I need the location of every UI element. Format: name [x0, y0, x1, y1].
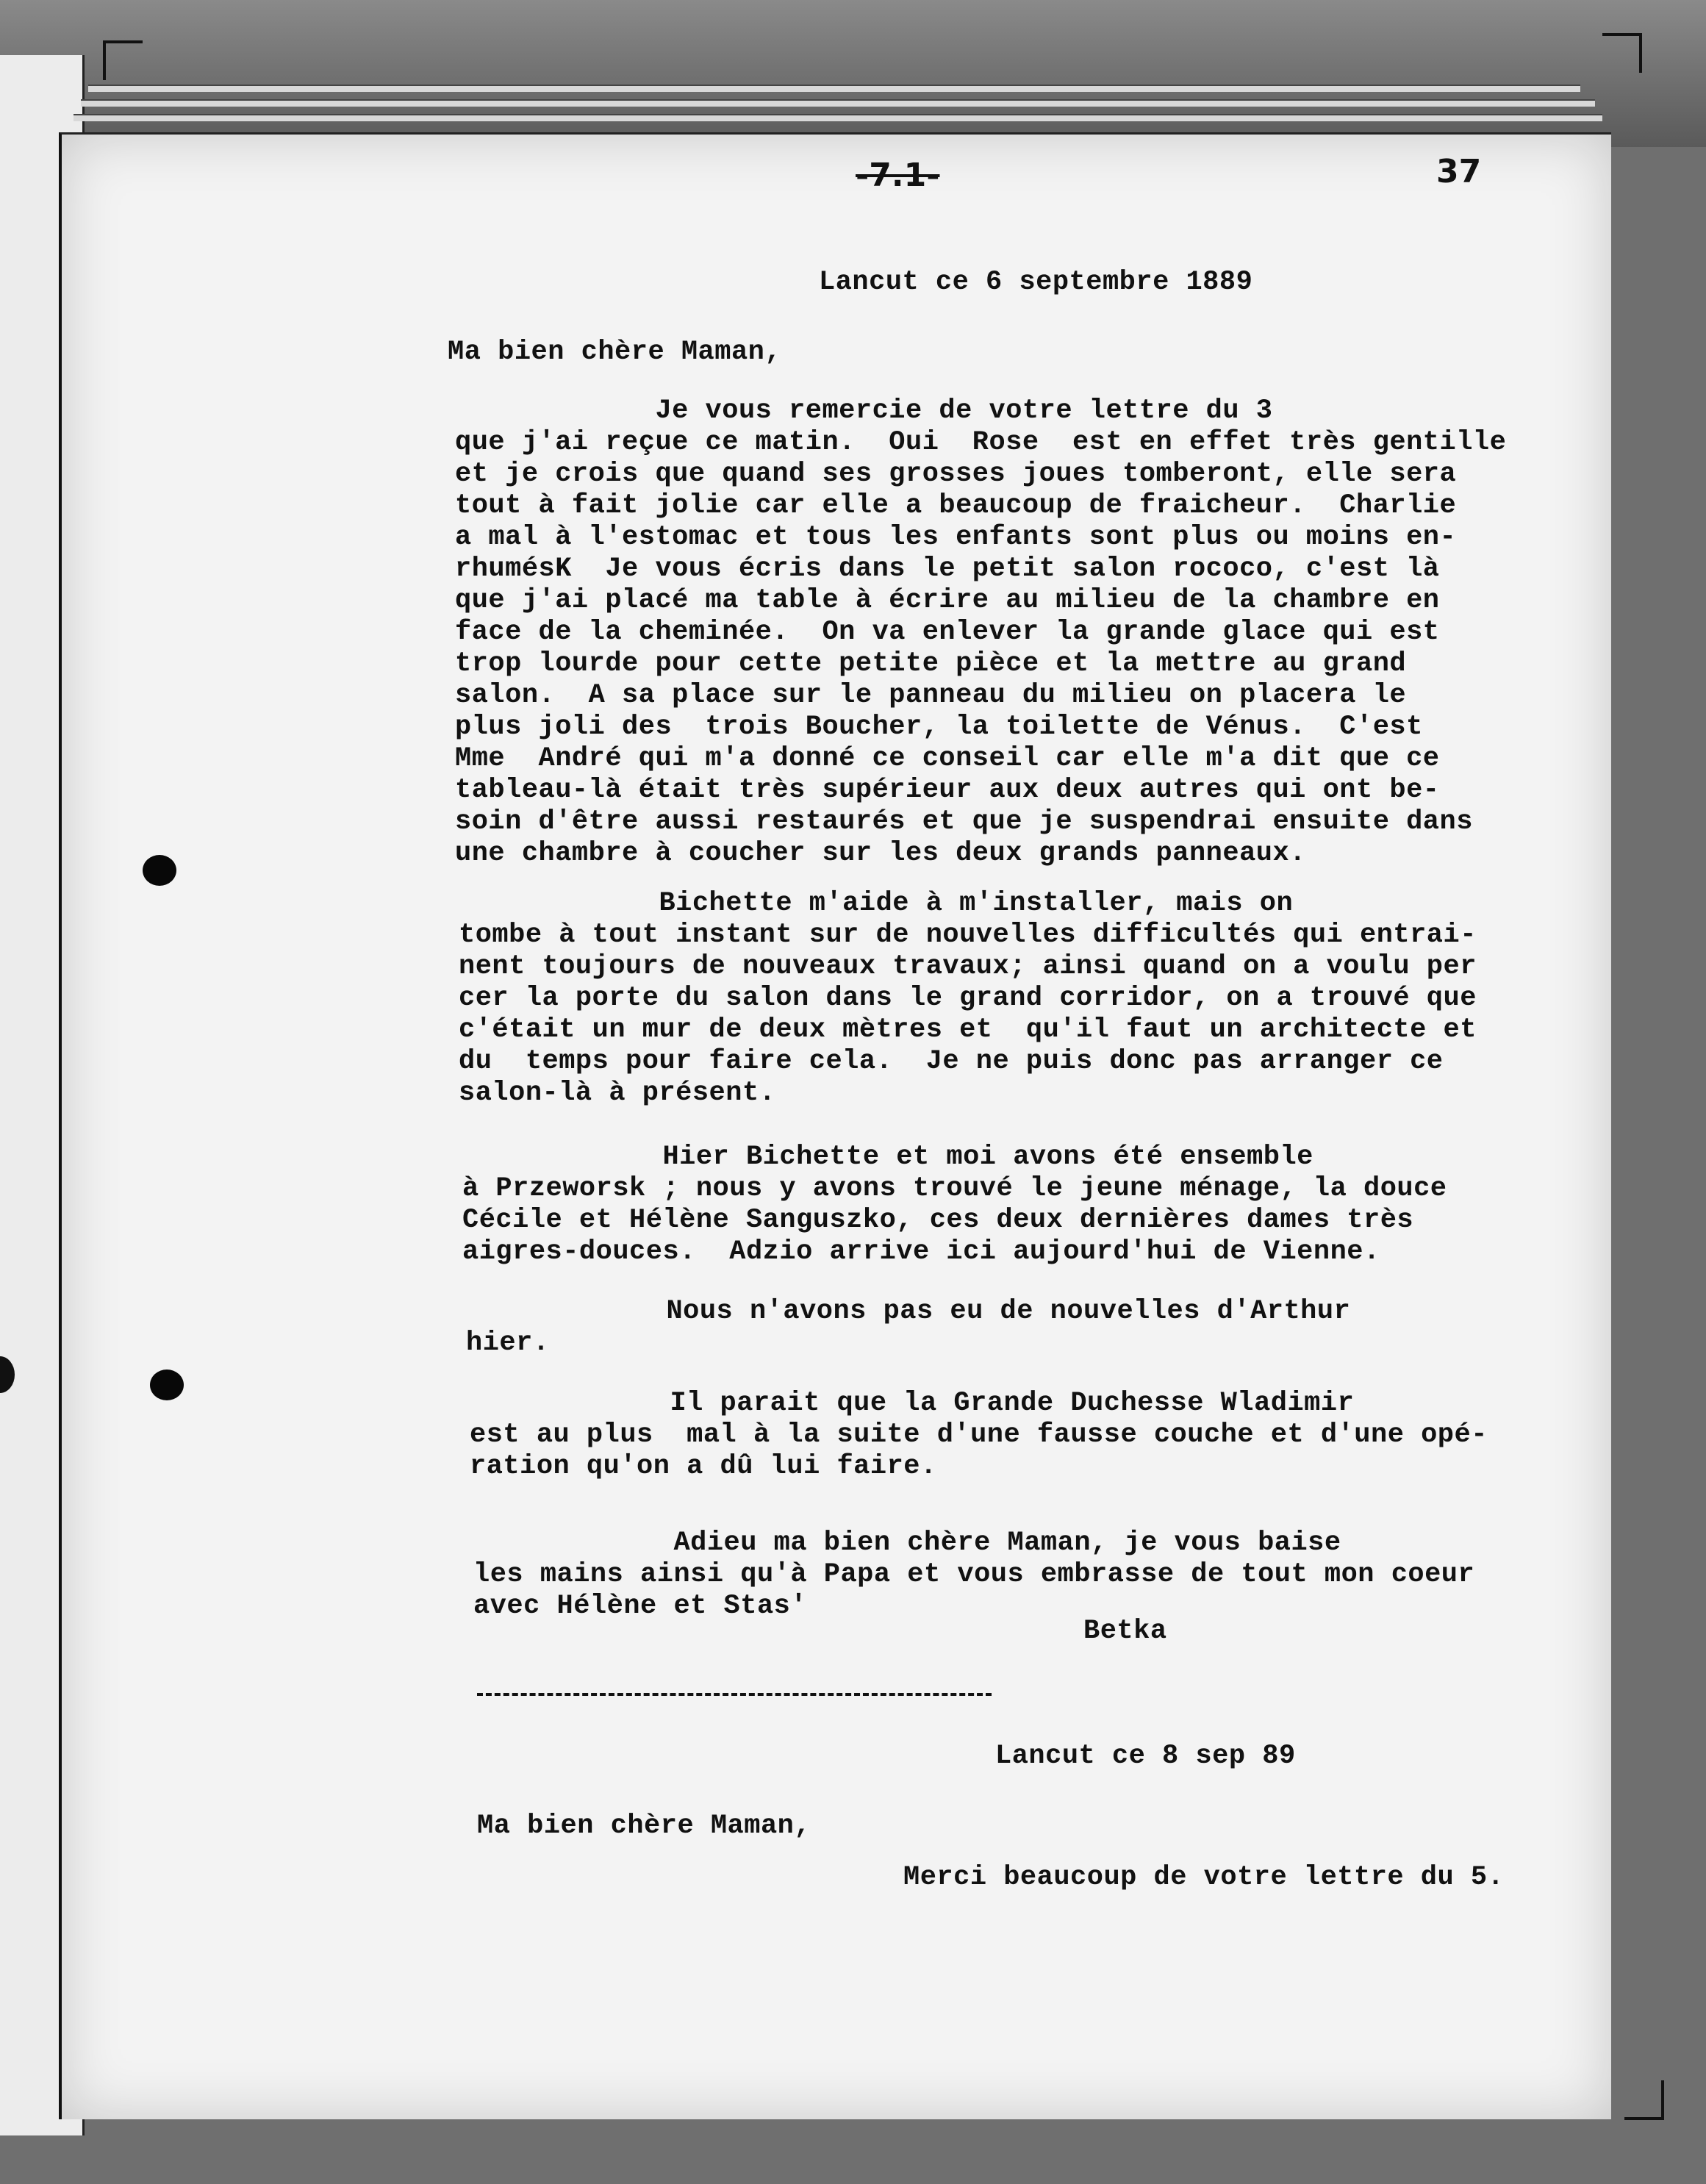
letter1-signature: Betka — [1083, 1616, 1167, 1647]
punch-hole — [143, 855, 176, 886]
binder-hole — [0, 1356, 15, 1393]
letter1-paragraph-6: Adieu ma bien chère Maman, je vous baise les mains ainsi qu'à Papa et vous embrasse de tout mon coeur avec Hélène et Stas' — [473, 1528, 1475, 1622]
crop-mark-top-right — [1602, 33, 1642, 73]
crop-mark-top-left — [103, 40, 143, 80]
letter1-salutation: Ma bien chère Maman, — [448, 337, 782, 368]
letter1-paragraph-3: Hier Bichette et moi avons été ensemble à Przeworsk ; nous y avons trouvé le jeune ménage, la douce Cécile et Hélène Sanguszko, ces deux dernières dames très aigres-douces. Adzio arrive ici aujourd'hui de Vienne. — [462, 1142, 1447, 1267]
folio-crossed: -7.1- — [856, 157, 940, 194]
letter-separator — [477, 1693, 992, 1696]
letter1-paragraph-5: Il parait que la Grande Duchesse Wladimir est au plus mal à la suite d'une fausse couche et d'une opé- ration qu'on a dû lui faire. — [470, 1388, 1488, 1482]
letter1-paragraph-2: Bichette m'aide à m'installer, mais on tombe à tout instant sur de nouvelles difficultés qui entrai- nent toujours de nouveaux travaux; ainsi quand on a voulu per cer la porte du salon dans le grand corridor, on a trouvé que c'était un mur de deux mètres et qu'il faut un architecte et du temps pour faire cela. Je ne puis donc pas arranger ce salon-là à présent. — [459, 888, 1477, 1109]
letter2-dateline: Lancut ce 8 sep 89 — [995, 1741, 1296, 1772]
scan-background — [0, 0, 1706, 147]
letter1-dateline: Lancut ce 6 septembre 1889 — [819, 267, 1253, 298]
page-stack-edge — [81, 99, 1595, 107]
letter1-paragraph-4: Nous n'avons pas eu de nouvelles d'Arthur hier. — [466, 1296, 1351, 1358]
crop-mark-bottom-right — [1624, 2080, 1664, 2120]
page-stack-edge — [74, 114, 1602, 121]
letter2-salutation: Ma bien chère Maman, — [477, 1811, 811, 1841]
letter2-first-line: Merci beaucoup de votre lettre du 5. — [903, 1862, 1505, 1893]
folio-number: 37 — [1436, 153, 1482, 190]
letter-page — [59, 132, 1611, 2119]
page-stack-edge — [88, 85, 1580, 92]
letter1-paragraph-1: Je vous remercie de votre lettre du 3 que j'ai reçue ce matin. Oui Rose est en effet très gentille et je crois que quand ses grosses joues tomberont, elle sera tout à fait jolie car elle a beaucoup de fraicheur. Charlie a mal à l'estomac et tous les enfants sont plus ou moins en- rhumésK Je vous écris dans le petit salon rococo, c'est là que j'ai placé ma table à écrire au milieu de la chambre en face de la cheminée. On va enlever la grande glace qui est trop lourde pour cette petite pièce et la mettre au grand salon. A sa place sur le panneau du milieu on placera le plus joli des trois Boucher, la toilette de Vénus. C'est Mme André qui m'a donné ce conseil car elle m'a dit que ce tableau-là était très supérieur aux deux autres qui ont be- soin d'être aussi restaurés et que je suspendrai ensuite dans une chambre à coucher sur les deux grands panneaux. — [455, 395, 1507, 869]
punch-hole — [150, 1370, 184, 1400]
